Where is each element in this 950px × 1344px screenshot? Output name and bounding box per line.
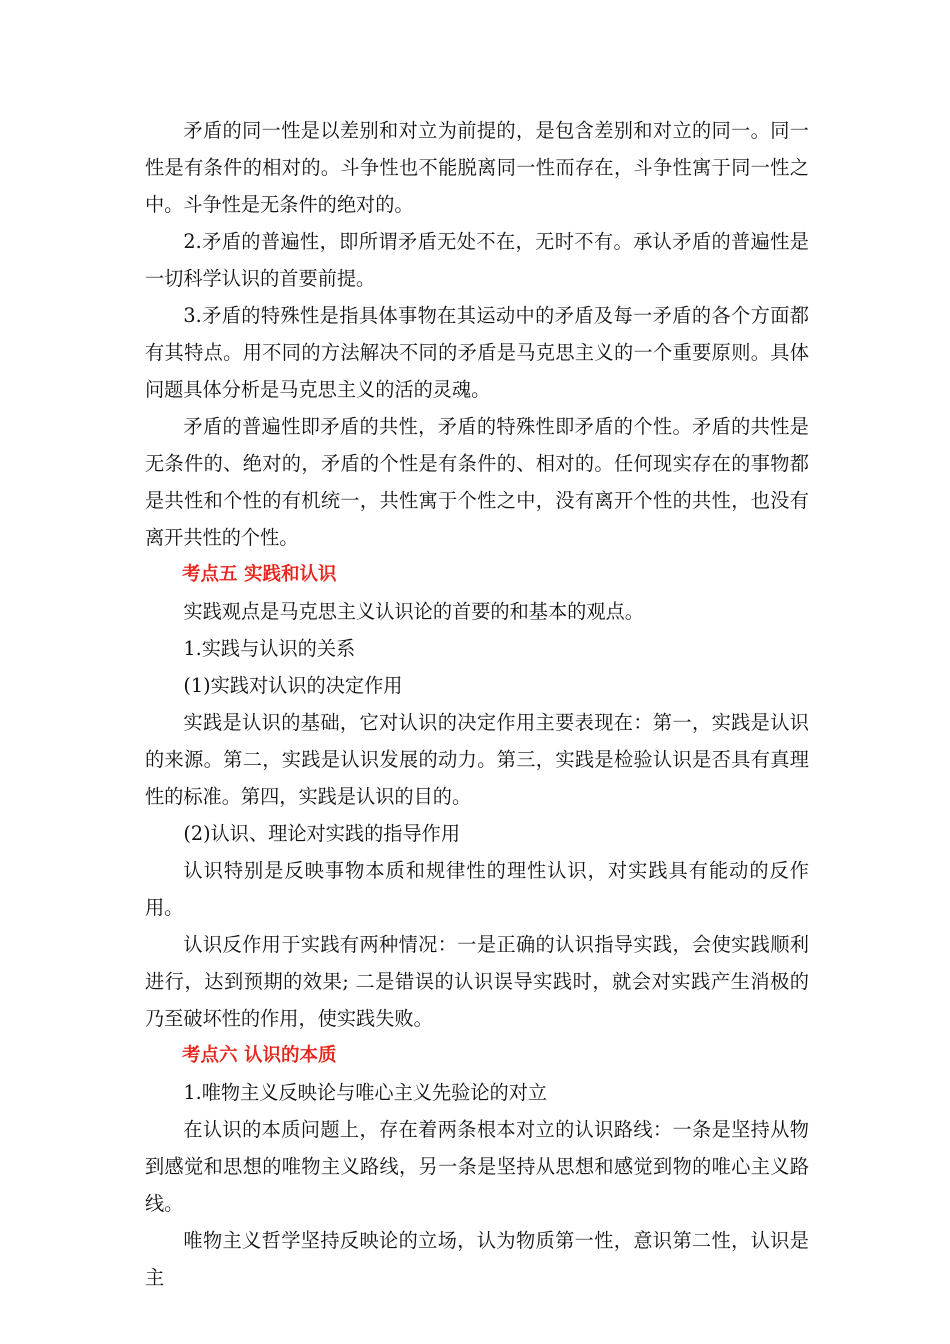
paragraph-commonality-individuality: 矛盾的普遍性即矛盾的共性，矛盾的特殊性即矛盾的个性。矛盾的共性是无条件的、绝对的，矛盾的个性是有条件的、相对的。任何现实存在的事物都是共性和个性的有机统一，共性寓于个性之中，没有离开个性的共性，也没有离开共性的个性。	[145, 415, 809, 549]
subheading-guiding-role: (2)认识、理论对实践的指导作用	[183, 822, 461, 845]
subheading-reflection-vs-apriorism: 1.唯物主义反映论与唯心主义先验论的对立	[183, 1081, 548, 1104]
paragraph-rational-cognition: 认识特别是反映事物本质和规律性的理性认识，对实践具有能动的反作用。	[145, 859, 809, 919]
paragraph-practice-viewpoint: 实践观点是马克思主义认识论的首要的和基本的观点。	[183, 600, 644, 623]
paragraph-two-lines: 在认识的本质问题上，存在着两条根本对立的认识路线：一条是坚持从物到感觉和思想的唯物主义路线，另一条是坚持从思想和感觉到物的唯心主义路线。	[145, 1118, 809, 1215]
paragraph-materialist-reflection: 唯物主义哲学坚持反映论的立场，认为物质第一性，意识第二性，认识是主	[145, 1229, 809, 1289]
subheading-decisive-role: (1)实践对认识的决定作用	[183, 674, 403, 697]
document-body	[145, 112, 809, 1296]
paragraph-universality: 2.矛盾的普遍性，即所谓矛盾无处不在，无时不有。承认矛盾的普遍性是一切科学认识的首要前提。	[145, 230, 809, 290]
paragraph-practice-foundation: 实践是认识的基础，它对认识的决定作用主要表现在：第一，实践是认识的来源。第二，实践是认识发展的动力。第三，实践是检验认识是否具有真理性的标准。第四，实践是认识的目的。	[145, 711, 809, 808]
section-heading-nature-of-cognition: 考点六 认识的本质	[182, 1045, 337, 1066]
section-heading-practice-cognition: 考点五 实践和认识	[182, 564, 337, 585]
paragraph-two-situations: 认识反作用于实践有两种情况：一是正确的认识指导实践，会使实践顺利进行，达到预期的效果; 二是错误的认识误导实践时，就会对实践产生消极的乃至破坏性的作用，使实践失败。	[145, 933, 809, 1030]
subheading-practice-cognition-relation: 1.实践与认识的关系	[183, 637, 356, 660]
paragraph-identity-struggle: 矛盾的同一性是以差别和对立为前提的，是包含差别和对立的同一。同一性是有条件的相对的。斗争性也不能脱离同一性而存在，斗争性寓于同一性之中。斗争性是无条件的绝对的。	[145, 119, 809, 216]
paragraph-particularity: 3.矛盾的特殊性是指具体事物在其运动中的矛盾及每一矛盾的各个方面都有其特点。用不同的方法解决不同的矛盾是马克思主义的一个重要原则。具体问题具体分析是马克思主义的活的灵魂。	[145, 304, 809, 401]
